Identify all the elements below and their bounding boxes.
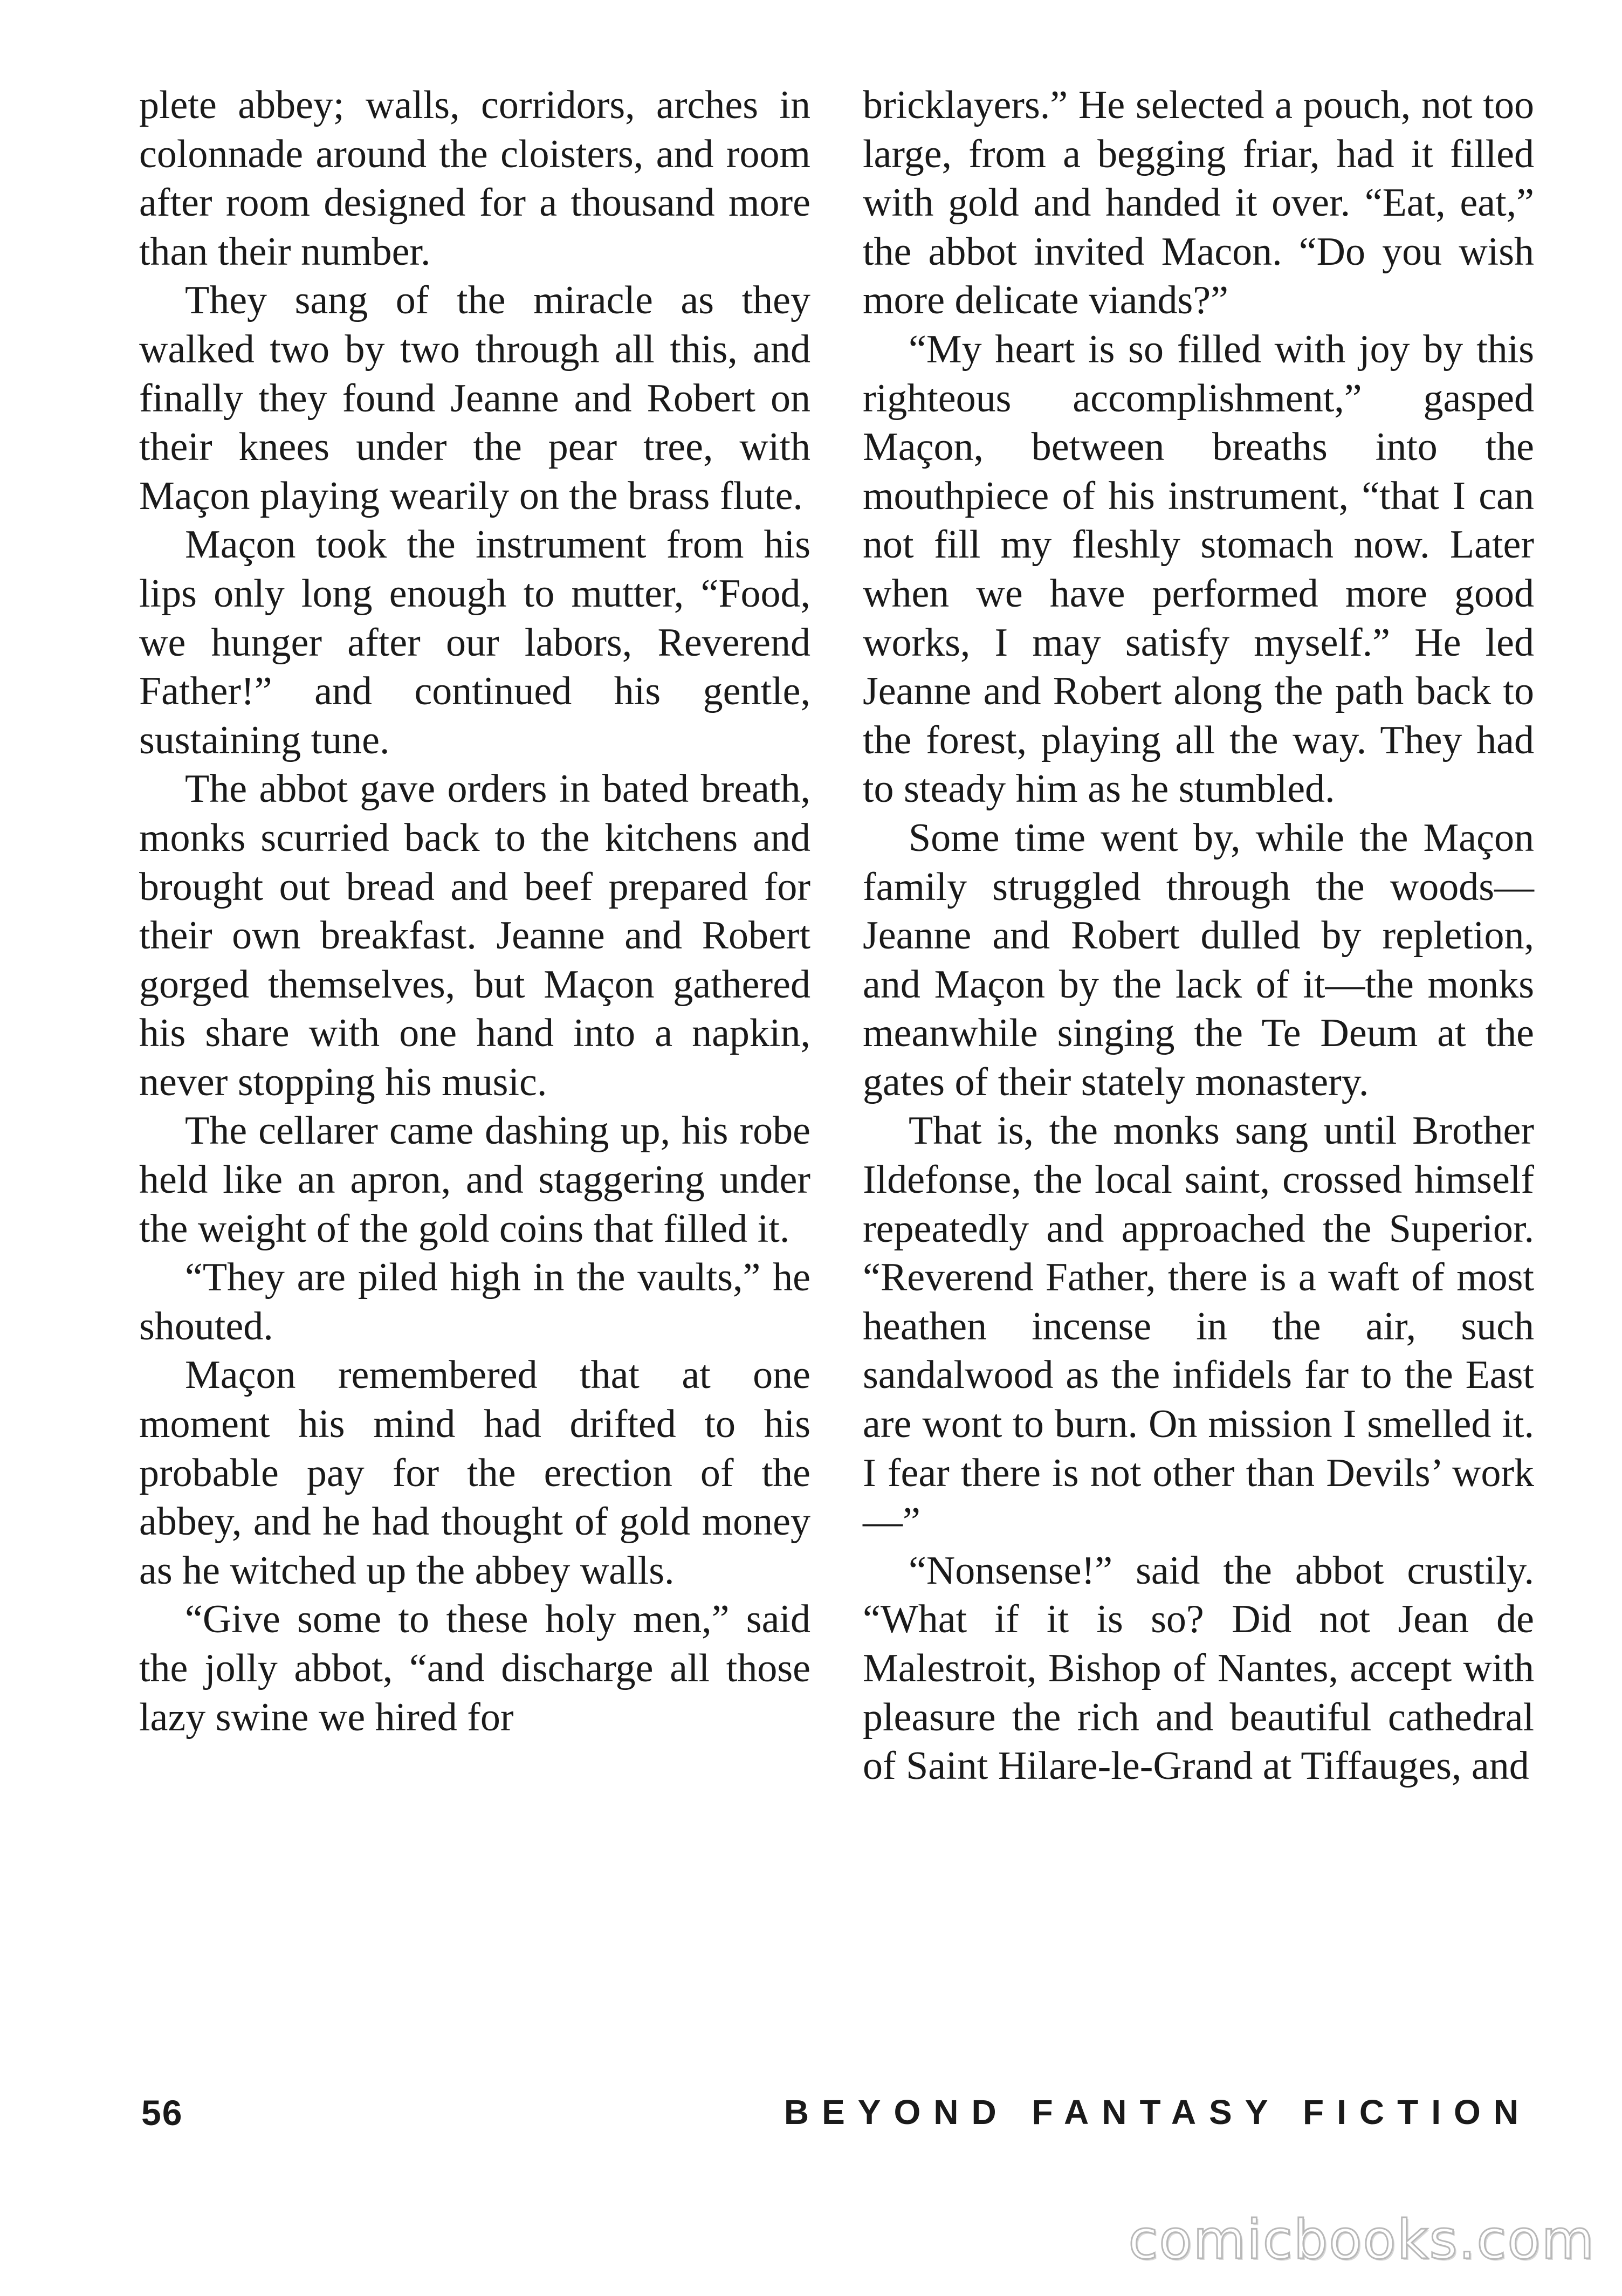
right-paragraph-3: Some time went by, while the Maçon family struggled through the woods—Jeanne and Robert dulled by repletion, and Maçon by the lack of it—the monks meanwhile singing the Te Deum at the gates of their stately monastery. (863, 815, 1534, 1104)
watermark-logo: comicbooks.com (1128, 2208, 1595, 2271)
right-paragraph-2: “My heart is so filled with joy by this righteous accomplishment,” gasped Maçon, between breaths into the mouthpiece of his instrument, “that I can not fill my fleshly stomach now. Later when we have performed more good works, I may satisfy myself.” He led Jeanne and Robert along the path back to the forest, playing all the way. They had to steady him as he stumbled. (863, 327, 1534, 812)
right-paragraph-1: bricklayers.” He selected a pouch, not too large, from a begging friar, had it filled with gold and handed it over. “Eat, eat,” the abbot invited Macon. “Do you wish more delicate viands?” (863, 83, 1534, 323)
right-paragraph-5: “Nonsense!” said the abbot crustily. “What if it is so? Did not Jean de Malestroit, Bishop of Nantes, accept with pleasure the rich and beautiful cathedral of Saint Hilare-le-Grand at Tiffauges, and (863, 1548, 1534, 1789)
left-text-column (139, 81, 810, 1742)
left-paragraph-4: The abbot gave orders in bated breath, monks scurried back to the kitchens and brought out bread and beef prepared for their own breakfast. Jeanne and Robert gorged themselves, but Maçon gathered his share with one hand into a napkin, never stopping his music. (139, 767, 810, 1104)
left-paragraph-3: Maçon took the instrument from his lips only long enough to mutter, “Food, we hunger after our labors, Reverend Father!” and continued his gentle, sustaining tune. (139, 523, 810, 762)
left-paragraph-1: plete abbey; walls, corridors, arches in colonnade around the cloisters, and room after room designed for a thousand more than their number. (139, 83, 810, 274)
right-paragraph-4: That is, the monks sang until Brother Ildefonse, the local saint, crossed himself repeatedly and approached the Superior. “Reverend Father, there is a waft of most heathen incense in the air, such sandalwood as the infidels far to the East are wont to burn. On mission I smelled it. I fear there is not other than Devils’ work—” (863, 1109, 1534, 1544)
left-paragraph-5: The cellarer came dashing up, his robe held like an apron, and staggering under the weight of the gold coins that filled it. (139, 1109, 810, 1251)
left-paragraph-6: “They are piled high in the vaults,” he shouted. (139, 1255, 810, 1349)
left-paragraph-7: Maçon remembered that at one moment his mind had drifted to his probable pay for the erection of the abbey, and he had thought of gold money as he witched up the abbey walls. (139, 1353, 810, 1593)
left-paragraph-2: They sang of the miracle as they walked two by two through all this, and finally they found Jeanne and Robert on their knees under the pear tree, with Maçon playing wearily on the brass flute. (139, 278, 810, 518)
page-footer (0, 2092, 1622, 2135)
right-text-column (863, 81, 1534, 1791)
page-number: 56 (141, 2093, 183, 2133)
left-paragraph-8: “Give some to these holy men,” said the jolly abbot, “and discharge all those lazy swine we hired for (139, 1597, 810, 1740)
magazine-title: BEYOND FANTASY FICTION (783, 2093, 1531, 2132)
